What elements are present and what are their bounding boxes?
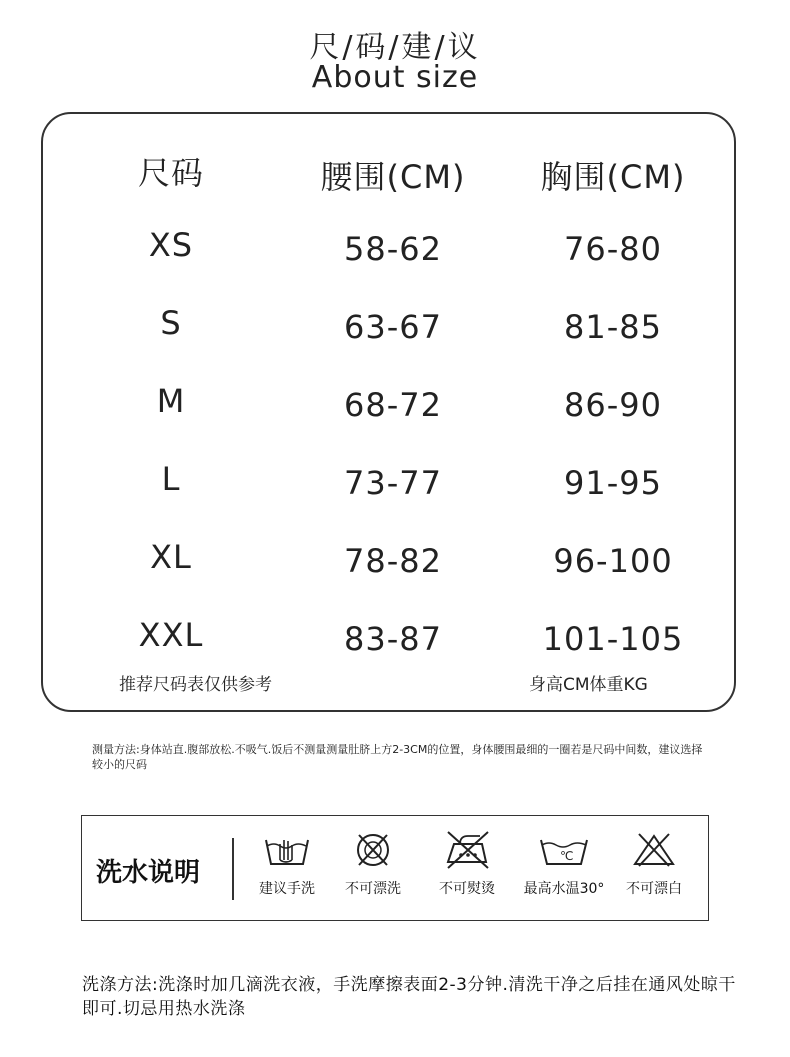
no-iron-icon (442, 830, 492, 870)
size-cell: XL (150, 538, 192, 576)
wash-label: 不可漂洗 (345, 881, 401, 897)
chest-cell: 91-95 (564, 464, 662, 502)
no-bleach-icon (629, 830, 679, 870)
wash-divider (232, 838, 234, 900)
waist-cell: 83-87 (344, 620, 442, 658)
max-30-wash-icon (537, 830, 591, 870)
size-title-en: About size (311, 60, 479, 95)
waist-cell: 58-62 (344, 230, 442, 268)
waist-cell: 73-77 (344, 464, 442, 502)
col-header-size: 尺码 (137, 154, 204, 192)
size-cell: S (160, 304, 182, 342)
wash-instructions-box (81, 815, 709, 921)
wash-item-no-bleach (609, 830, 699, 898)
svg-text:℃: ℃ (560, 849, 574, 863)
wash-label: 建议手洗 (259, 881, 315, 897)
size-chart-card (41, 112, 736, 712)
wash-label: 不可熨烫 (439, 881, 495, 897)
chest-cell: 76-80 (564, 230, 662, 268)
waist-cell: 78-82 (344, 542, 442, 580)
wash-label: 不可漂白 (626, 881, 682, 897)
size-cell: L (161, 460, 181, 498)
chest-cell: 86-90 (564, 386, 662, 424)
wash-item-no-rinse (328, 830, 418, 898)
height-weight-note: 身高CM体重KG (529, 675, 648, 695)
wash-item-hand-wash (242, 830, 332, 898)
size-cell: XS (148, 226, 194, 264)
measure-method-note: 测量方法:身体站直.腹部放松.不吸气.饭后不测量测量肚脐上方2-3CM的位置，身体腰围最细的一圈若是尺码中间数，建议选择较小的尺码 (92, 743, 703, 771)
wash-method-text: 洗涤方法:洗涤时加几滴洗衣液，手洗摩擦表面2-3分钟.清洗干净之后挂在通风处晾干即可.切忌用热水洗涤 (82, 975, 736, 1019)
chest-cell: 81-85 (564, 308, 662, 346)
col-header-chest: 胸围(CM) (540, 158, 686, 196)
hand-wash-icon (262, 830, 312, 870)
wash-title: 洗水说明 (96, 858, 201, 888)
size-reference-note: 推荐尺码表仅供参考 (119, 675, 272, 695)
wash-label: 最高水温30° (523, 881, 605, 897)
wash-item-max-temp (519, 830, 609, 898)
col-header-waist: 腰围(CM) (320, 158, 466, 196)
size-cell: XXL (138, 616, 204, 654)
chest-cell: 96-100 (553, 542, 673, 580)
waist-cell: 63-67 (344, 308, 442, 346)
size-title-cn: 尺/码/建/议 (309, 30, 481, 65)
size-cell: M (156, 382, 186, 420)
chest-cell: 101-105 (542, 620, 684, 658)
wash-item-no-iron (422, 830, 512, 898)
no-rinse-icon (348, 830, 398, 870)
waist-cell: 68-72 (344, 386, 442, 424)
